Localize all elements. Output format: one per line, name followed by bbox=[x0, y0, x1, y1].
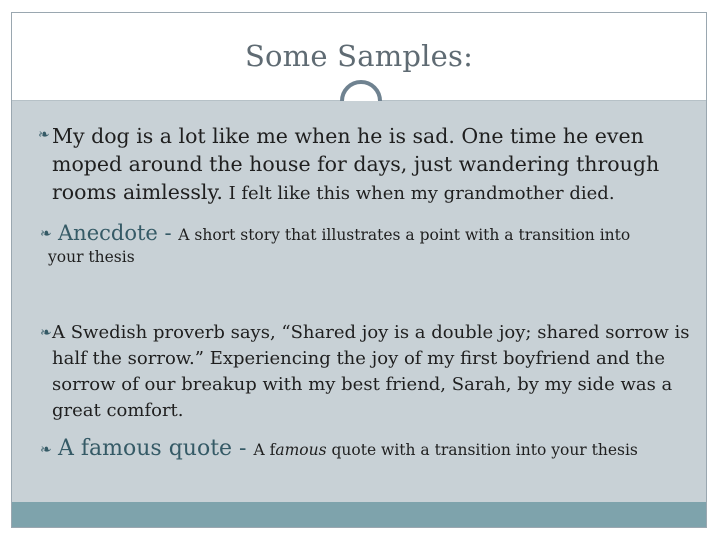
bullet-arrow-icon: ❧ bbox=[40, 325, 52, 341]
quote-desc-c: quote with a bbox=[326, 441, 435, 459]
bullet-arrow-icon: ❧ bbox=[40, 442, 52, 458]
quote-heading: A famous quote - bbox=[58, 436, 254, 461]
footer-bar bbox=[12, 502, 706, 527]
bullet-arrow-icon: ❧ bbox=[38, 127, 50, 143]
quote-desc-d: transition bbox=[434, 441, 511, 459]
bullet-paragraph-2: A Swedish proverb says, “Shared joy is a double joy; shared sorrow is half the sorrow.” Experiencing the joy of my first boyfriend and the sorrow of our breakup with my best friend, Sarah, by my side was a great comfort. bbox=[52, 322, 690, 421]
quote-desc-e: into your thesis bbox=[510, 441, 638, 459]
anecdote-continuation: your thesis bbox=[48, 248, 135, 266]
anecdote-desc-c: into bbox=[594, 226, 631, 244]
slide-title: Some Samples: bbox=[244, 39, 474, 73]
paragraph-1-main: My dog is a lot like me when he is sad. One time he even moped around the house for days, just wandering through rooms aimlessly. bbox=[52, 124, 660, 204]
anecdote-heading: Anecdote - bbox=[58, 221, 179, 245]
quote-desc-a: A f bbox=[253, 441, 276, 459]
bullet-arrow-icon: ❧ bbox=[40, 226, 52, 242]
quote-line bbox=[58, 435, 698, 464]
anecdote-desc-b: transition bbox=[518, 226, 595, 244]
paragraph-1-small: I felt like this when my grandmother died. bbox=[222, 183, 615, 204]
anecdote-desc-a: A short story that illustrates a point with a bbox=[178, 226, 519, 244]
bullet-paragraph-1 bbox=[52, 122, 692, 208]
quote-desc-b: amous bbox=[275, 441, 327, 459]
anecdote-line bbox=[58, 220, 698, 248]
